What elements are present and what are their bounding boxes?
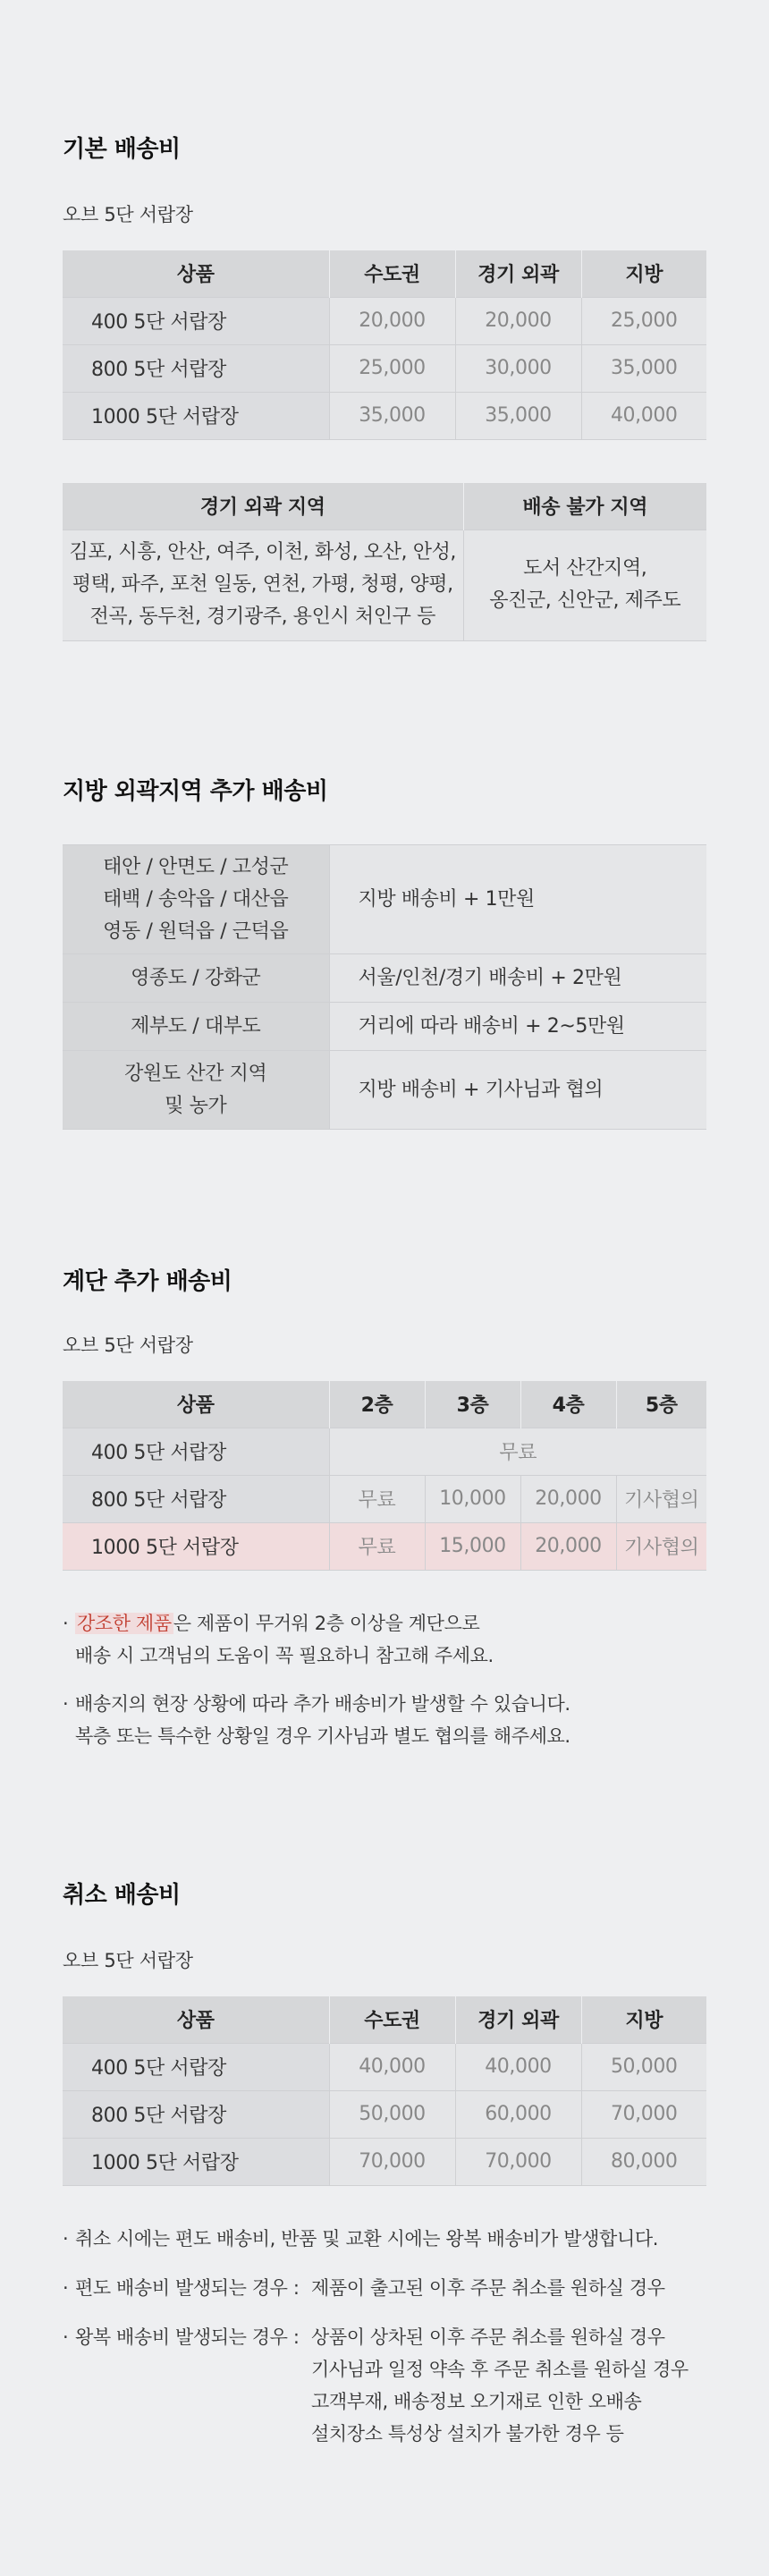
oneway-value: 제품이 출고된 이후 주문 취소를 원하실 경우	[311, 2277, 665, 2299]
cancel-oneway-row	[63, 2272, 706, 2304]
note-text: 복층 또는 특수한 상황일 경우 기사님과 별도 협의를 해주세요.	[75, 1725, 570, 1747]
stairs-note-1	[63, 1607, 494, 1672]
table-row	[63, 297, 706, 344]
table-row	[63, 1428, 706, 1475]
product-cell: 400 5단 서랍장	[63, 2043, 329, 2090]
table-row	[63, 2138, 706, 2185]
roundtrip-values	[311, 2321, 689, 2450]
region-line: 평택, 파주, 포천 일동, 연천, 가평, 청평, 양평,	[72, 573, 453, 596]
bullet: ·	[63, 2228, 69, 2250]
product-cell: 800 5단 서랍장	[63, 344, 329, 392]
extra-fee-table	[63, 844, 706, 1130]
basic-fee-subtitle: 오브 5단 서랍장	[63, 204, 193, 225]
product-cell: 800 5단 서랍장	[63, 2090, 329, 2138]
note-text: 배송지의 현장 상황에 따라 추가 배송비가 발생할 수 있습니다.	[75, 1693, 570, 1715]
bullet: ·	[63, 2277, 69, 2299]
col-header-metro: 수도권	[329, 250, 455, 297]
table-row	[63, 392, 706, 439]
highlight-label: 강조한 제품	[77, 1613, 172, 1634]
note-text: 취소 시에는 편도 배송비, 반품 및 교환 시에는 왕복 배송비가 발생합니다.	[75, 2228, 658, 2250]
price-cell: 20,000	[455, 297, 581, 344]
table-header-row	[63, 1996, 706, 2043]
col-header-outer-region: 경기 외곽 지역	[63, 483, 463, 530]
price-cell: 35,000	[455, 392, 581, 439]
table-header-row	[63, 483, 706, 530]
region-table	[63, 483, 706, 641]
cancel-fee-subtitle: 오브 5단 서랍장	[63, 1950, 193, 1971]
price-cell: 20,000	[520, 1475, 616, 1522]
fee-cell: 거리에 따라 배송비 + 2~5만원	[329, 1003, 706, 1051]
region-line: 전곡, 동두천, 경기광주, 용인시 처인구 등	[89, 606, 435, 628]
region-line: 김포, 시흥, 안산, 여주, 이천, 화성, 오산, 안성,	[69, 541, 457, 564]
table-row	[63, 2090, 706, 2138]
area-line: 영동 / 원덕읍 / 근덕읍	[103, 919, 289, 943]
price-cell: 70,000	[581, 2090, 706, 2138]
stairs-fee-title: 계단 추가 배송비	[63, 1268, 232, 1295]
col-header-floor-5: 5층	[616, 1381, 706, 1428]
price-cell: 60,000	[455, 2090, 581, 2138]
region-table-wrap	[63, 483, 706, 641]
price-cell: 35,000	[581, 344, 706, 392]
product-cell: 1000 5단 서랍장	[63, 1522, 329, 1570]
price-cell: 기사협의	[616, 1475, 706, 1522]
col-header-no-delivery: 배송 불가 지역	[463, 483, 706, 530]
stairs-fee-subtitle: 오브 5단 서랍장	[63, 1335, 193, 1356]
price-cell: 40,000	[455, 2043, 581, 2090]
roundtrip-line: 설치장소 특성상 설치가 불가한 경우 등	[311, 2423, 624, 2445]
note-text: 배송 시 고객님의 도움이 꼭 필요하니 참고해 주세요.	[75, 1645, 494, 1666]
price-cell: 70,000	[329, 2138, 455, 2185]
area-line: 태안 / 안면도 / 고성군	[103, 855, 289, 878]
basic-fee-table	[63, 250, 706, 440]
area-line: 태백 / 송악읍 / 대산읍	[103, 887, 289, 911]
col-header-province: 지방	[581, 250, 706, 297]
table-row	[63, 845, 706, 954]
table-row-highlighted	[63, 1522, 706, 1570]
table-row	[63, 1475, 706, 1522]
stairs-fee-table-wrap	[63, 1381, 706, 1571]
bullet: ·	[63, 1693, 69, 1715]
basic-fee-table-wrap	[63, 250, 706, 440]
price-cell: 35,000	[329, 392, 455, 439]
area-cell	[63, 845, 329, 954]
col-header-gyeonggi-outer: 경기 외곽	[455, 1996, 581, 2043]
area-cell: 제부도 / 대부도	[63, 1003, 329, 1051]
area-cell: 영종도 / 강화군	[63, 954, 329, 1003]
col-header-gyeonggi-outer: 경기 외곽	[455, 250, 581, 297]
cancel-note-1	[63, 2223, 658, 2255]
product-cell: 1000 5단 서랍장	[63, 392, 329, 439]
cancel-fee-table-wrap	[63, 1996, 706, 2186]
region-line: 옹진군, 신안군, 제주도	[489, 589, 681, 612]
price-cell: 기사협의	[616, 1522, 706, 1570]
oneway-label: 편도 배송비 발생되는 경우 :	[75, 2277, 300, 2299]
col-header-product: 상품	[63, 250, 329, 297]
price-cell: 30,000	[455, 344, 581, 392]
product-cell: 1000 5단 서랍장	[63, 2138, 329, 2185]
extra-fee-table-wrap	[63, 844, 706, 1130]
table-row	[63, 1003, 706, 1051]
fee-cell: 서울/인천/경기 배송비 + 2만원	[329, 954, 706, 1003]
region-line: 도서 산간지역,	[523, 557, 647, 580]
fee-cell: 지방 배송비 + 기사님과 협의	[329, 1051, 706, 1130]
col-header-floor-4: 4층	[520, 1381, 616, 1428]
col-header-floor-3: 3층	[425, 1381, 520, 1428]
price-cell: 50,000	[329, 2090, 455, 2138]
price-cell: 70,000	[455, 2138, 581, 2185]
roundtrip-line: 기사님과 일정 약속 후 주문 취소를 원하실 경우	[311, 2359, 689, 2380]
price-cell: 무료	[329, 1475, 425, 1522]
col-header-floor-2: 2층	[329, 1381, 425, 1428]
product-cell: 800 5단 서랍장	[63, 1475, 329, 1522]
table-row	[63, 2043, 706, 2090]
roundtrip-label: 왕복 배송비 발생되는 경우 :	[75, 2326, 300, 2348]
product-cell: 400 5단 서랍장	[63, 297, 329, 344]
table-header-row	[63, 250, 706, 297]
area-cell	[63, 1051, 329, 1130]
price-cell: 20,000	[520, 1522, 616, 1570]
product-cell: 400 5단 서랍장	[63, 1428, 329, 1475]
col-header-product: 상품	[63, 1381, 329, 1428]
note-text: 은 제품이 무거워 2층 이상을 계단으로	[173, 1613, 480, 1634]
fee-cell: 지방 배송비 + 1만원	[329, 845, 706, 954]
table-row	[63, 954, 706, 1003]
cancel-roundtrip-row	[63, 2321, 706, 2450]
basic-fee-title: 기본 배송비	[63, 136, 181, 163]
price-cell: 10,000	[425, 1475, 520, 1522]
table-header-row	[63, 1381, 706, 1428]
roundtrip-line: 고객부재, 배송정보 오기재로 인한 오배송	[311, 2391, 642, 2412]
col-header-province: 지방	[581, 1996, 706, 2043]
col-header-metro: 수도권	[329, 1996, 455, 2043]
price-cell: 50,000	[581, 2043, 706, 2090]
price-cell: 40,000	[329, 2043, 455, 2090]
stairs-note-2	[63, 1688, 570, 1752]
price-cell: 20,000	[329, 297, 455, 344]
table-row	[63, 344, 706, 392]
cancel-fee-table	[63, 1996, 706, 2186]
price-cell: 무료	[329, 1522, 425, 1570]
price-cell: 15,000	[425, 1522, 520, 1570]
price-cell: 25,000	[329, 344, 455, 392]
bullet: ·	[63, 1613, 69, 1634]
cancel-fee-title: 취소 배송비	[63, 1882, 181, 1909]
price-cell: 40,000	[581, 392, 706, 439]
outer-region-list	[63, 530, 463, 640]
area-line: 강원도 산간 지역	[124, 1062, 267, 1085]
roundtrip-line: 상품이 상차된 이후 주문 취소를 원하실 경우	[311, 2326, 665, 2348]
col-header-product: 상품	[63, 1996, 329, 2043]
free-cell: 무료	[329, 1428, 706, 1475]
stairs-fee-table	[63, 1381, 706, 1571]
extra-fee-title: 지방 외곽지역 추가 배송비	[63, 778, 328, 805]
table-row	[63, 530, 706, 640]
table-row	[63, 1051, 706, 1130]
area-line: 및 농가	[165, 1094, 227, 1117]
bullet: ·	[63, 2326, 69, 2348]
price-cell: 25,000	[581, 297, 706, 344]
price-cell: 80,000	[581, 2138, 706, 2185]
no-delivery-list	[463, 530, 706, 640]
